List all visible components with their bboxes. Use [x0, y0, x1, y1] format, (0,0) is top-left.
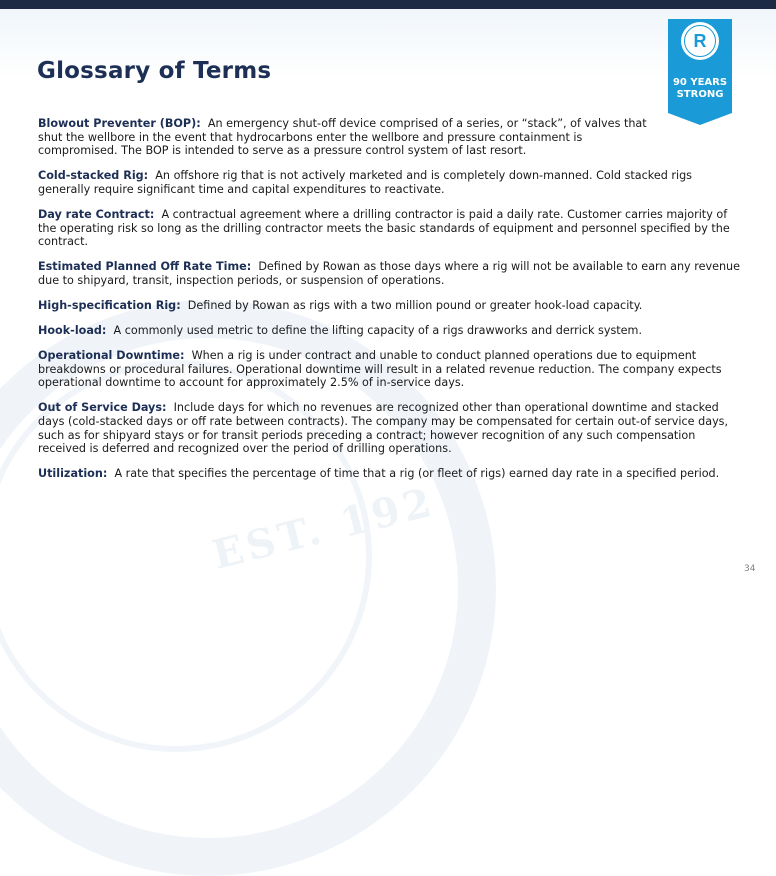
logo-letter: R: [693, 31, 707, 51]
glossary-term: Blowout Preventer (BOP):: [38, 117, 201, 130]
glossary-entry: [38, 467, 746, 481]
glossary-term: High-specification Rig:: [38, 298, 181, 312]
glossary-term: Day rate Contract:: [38, 207, 155, 221]
glossary-definition: Defined by Rowan as rigs with a two million pound or greater hook-load capacity.: [187, 298, 643, 312]
glossary-entry: [38, 299, 746, 313]
glossary-entry: [38, 401, 746, 455]
glossary-entry: [38, 208, 746, 249]
page-title: Glossary of Terms: [37, 58, 272, 84]
glossary-term: Operational Downtime:: [38, 349, 185, 363]
glossary-term: Out of Service Days:: [38, 401, 167, 415]
badge-line-1: 90 YEARS: [672, 77, 728, 88]
glossary-term: Estimated Planned Off Rate Time:: [38, 260, 252, 274]
badge-line-2: STRONG: [676, 89, 724, 100]
glossary-entry: [38, 349, 746, 390]
glossary-definition: A contractual agreement where a drilling contractor is paid a daily rate. Customer carries majority of the operating risk so long as the drilling contractor meets the basic standards of equipment and personnel specified by the contract.: [38, 207, 730, 249]
watermark-text: EST. 192: [207, 478, 440, 579]
glossary-entry: [38, 324, 746, 338]
glossary-term: Utilization:: [38, 467, 108, 481]
glossary-definition: An emergency shut-off device comprised of a series, or “stack”, of valves that shut the wellbore in the event that hydrocarbons enter the wellbore and pressure containment is compromised. The BOP is intended to serve as a pressure control system of last resort.: [38, 117, 647, 158]
glossary-definition: When a rig is under contract and unable to conduct planned operations due to equipment breakdowns or procedural failures. Operational downtime will result in a related revenue reduction. The company expects operational downtime to account for approximately 2.5% of in-service days.: [38, 349, 722, 390]
glossary-definition: An offshore rig that is not actively marketed and is completely down-manned. Cold stacked rigs generally require significant time and capital expenditures to reactivate.: [38, 169, 693, 196]
page-number: 34: [744, 564, 756, 574]
glossary-definition: A rate that specifies the percentage of time that a rig (or fleet of rigs) earned day rate in a specified period.: [114, 467, 720, 481]
glossary-entry: [38, 260, 746, 287]
top-bar: [0, 0, 776, 9]
anniversary-badge: [668, 19, 732, 125]
glossary-entry: [38, 169, 746, 196]
glossary-definition: Defined by Rowan as those days where a rig will not be available to earn any revenue due to shipyard, transit, inspection periods, or suspension of operations.: [38, 260, 741, 287]
glossary-term: Hook-load:: [38, 324, 107, 338]
glossary-definition: Include days for which no revenues are recognized other than operational downtime and stacked days (cold-stacked days or off rate between contracts). The company may be compensated for certain out-of service days, such as for shipyard stays or for transit periods preceding a contract; however recognition of any such compensation received is deferred and recognized over the period of drilling operations.: [38, 401, 729, 456]
glossary-term: Cold-stacked Rig:: [38, 169, 149, 183]
glossary-definition: A commonly used metric to define the lifting capacity of a rigs drawworks and derrick system.: [113, 324, 643, 338]
glossary-entry: [38, 117, 648, 158]
glossary-list: [38, 117, 746, 492]
